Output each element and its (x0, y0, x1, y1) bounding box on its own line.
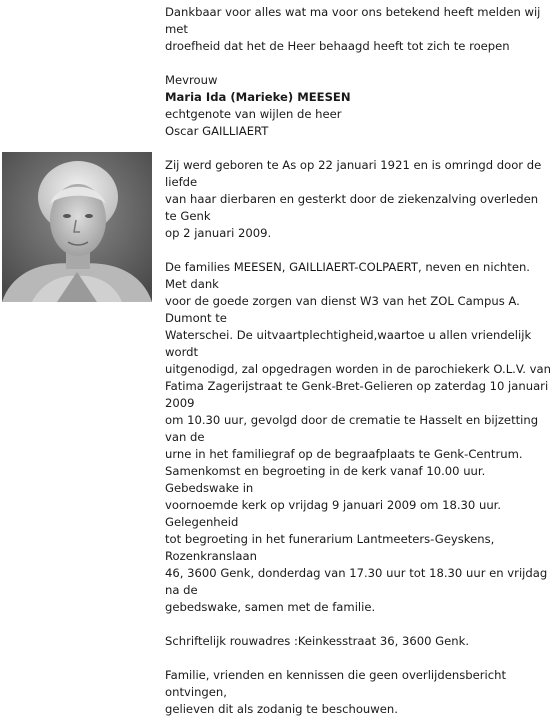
families-line-11: 46, 3600 Genk, donderdag van 17.30 uur tot 18.30 uur en vrijdag na de (165, 566, 548, 597)
families-line-3: Waterschei. De uitvaartplechtigheid,waartoe u allen vriendelijk wordt (165, 328, 532, 359)
families-line-7: urne in het familiegraf op de begraafplaats te Genk-Centrum. (165, 447, 523, 461)
closing-line-2: gelieven dit als zodanig te beschouwen. (165, 702, 398, 716)
families-line-9: voornoemde kerk op vrijdag 9 januari 2009 om 18.30 uur. Gelegenheid (165, 498, 502, 529)
mourning-address: Schriftelijk rouwadres :Keinkesstraat 36, 3600 Genk. (165, 634, 470, 648)
families-line-10: tot begroeting in het funerarium Lantmeeters-Geyskens, Rozenkranslaan (165, 532, 495, 563)
families-line-12: gebedswake, samen met de familie. (165, 600, 376, 614)
spouse-name: Oscar GAILLIAERT (165, 124, 269, 138)
birth-line-1: Zij werd geboren te As op 22 januari 1921 en is omringd door de liefde (165, 158, 542, 189)
spouse-line: echtgenote van wijlen de heer (165, 107, 342, 121)
birth-line-2: van haar dierbaren en gesterkt door de ziekenzalving overleden te Genk (165, 192, 539, 223)
birth-line-3: op 2 januari 2009. (165, 226, 272, 240)
intro-line-1: Dankbaar voor alles wat ma voor ons betekend heeft melden wij met (165, 5, 541, 36)
intro-line-2: droefheid dat het de Heer behaagd heeft tot zich te roepen (165, 39, 510, 53)
families-line-8: Samenkomst en begroeting in de kerk vanaf 10.00 uur. Gebedswake in (165, 464, 486, 495)
families-line-6: om 10.30 uur, gevolgd door de crematie te Hasselt en bijzetting van de (165, 413, 539, 444)
families-line-1: De families MEESEN, GAILLIAERT-COLPAERT, neven en nichten. Met dank (165, 260, 530, 291)
families-line-5: Fatima Zagerijstraat te Genk-Bret-Gelieren op zaterdag 10 januari 2009 (165, 379, 549, 410)
portrait-photo (2, 152, 152, 302)
deceased-name: Maria Ida (Marieke) MEESEN (165, 90, 351, 104)
salutation: Mevrouw (165, 73, 218, 87)
closing-line-1: Familie, vrienden en kennissen die geen overlijdensbericht ontvingen, (165, 668, 506, 699)
families-line-2: voor de goede zorgen van dienst W3 van het ZOL Campus A. Dumont te (165, 294, 520, 325)
families-line-4: uitgenodigd, zal opgedragen worden in de parochiekerk O.L.V. van (165, 362, 551, 376)
obituary-text (165, 4, 553, 718)
